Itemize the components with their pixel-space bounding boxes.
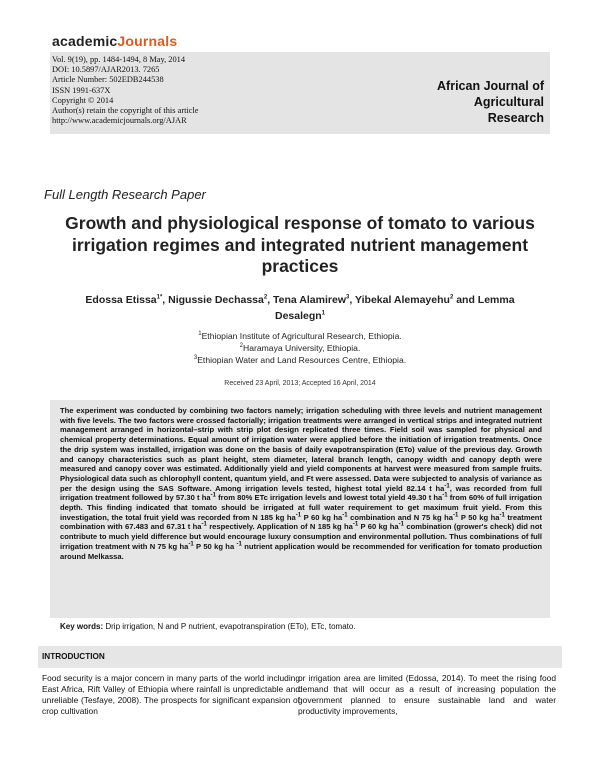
author-separator: , [349,294,355,306]
paper-title: Growth and physiological response of tomato to various irrigation regimes and integrated nutrient management practices [65,213,535,276]
meta-url[interactable]: http://www.academicjournals.org/AJAR [52,116,187,126]
affiliation [60,355,540,367]
author-sup: 2 [449,294,454,301]
introduction-heading-bar [38,646,562,668]
abstract-text: The experiment was conducted by combining two factors namely; irrigation scheduling with three levels and nutrient management with five levels. The two factors were crossed factorially; irrigation treatments were arranged in vertical strips and integrated nutrient management arranged in horizontal–strip with strip plot design replicated three times. Field soil was sampled for physical and chemical property determinations. Equal amount of irrigation water were applied before the initiation of irrigation treatments. Once the drip system was installed, irrigation was done on the basis of daily evapotranspiration (ETo) value of the previous day. Growth and canopy characteristics such as plant height, stem diameter, lateral branch length, canopy width and canopy depth were measured and canopy cover was estimated. Additionally yield and yield components at harvest were measured from sample fruits. Physiological data such as chlorophyll content, quantum yield, and Ft were assessed. Data were subjected to analysis of variance as per the design using the SAS Software. Among irrigation levels tested, highest total yield 82.14 t $ha^{-1}$, was recorded from full irrigation treatment followed by 57.30 t $ha^{-1}$ from 80% ETc irrigation levels and lowest total yield 49.30 t $ha^{-1}$ from 60% of full irrigation depth. This finding indicated that tomato should be irrigated at full water requirement to get maximum fruit yield. From this investigation, the total fruit yield was recorded from N 185 kg $ha^{-1}$ P 60 kg $ha^{-1}$ combination and N 75 kg $ha^{-1}$ P 50 kg $ha^{-1}$ treatment combination with 67.483 and 67.31 t $ha^{-1}$ respectively. Application of N 185 kg $ha^{-1}$ P 60 kg $ha^{-1}$ combination (grower's check) did not contribute to much yield difference but would encourage luxury consumption and environmental pollution. Thus combinations of full irrigation treatment with N 75 kg $ha^{-1}$ P 50 kg ha $^{-1}$ nutrient application would be recommended for verification for tomato production around Melkassa. [60,406,542,561]
logo-text-journals: Journals [117,33,178,49]
meta-copyright: Copyright © 2014 [52,95,114,105]
author-separator: , [267,294,274,306]
affiliation-text: Ethiopian Water and Land Resources Centre, Ethiopia. [197,354,407,365]
affiliation-list [60,331,540,366]
article-meta-box [50,52,550,134]
meta-rights: Author(s) retain the copyright of this article [52,106,199,116]
paper-type: Full Length Research Paper [44,187,206,202]
affiliation [60,331,540,343]
keywords-text: Drip irrigation, N and P nutrient, evapotranspiration (ETo), ETc, tomato. [103,622,356,631]
introduction-heading: INTRODUCTION [42,652,105,661]
meta-issn: ISSN 1991-637X [52,85,111,95]
article-meta [52,55,199,126]
journal-name-line-2: Research [487,111,544,125]
author-sup: 3 [346,294,350,301]
affiliation-sup: 2 [239,342,243,349]
affiliation-sup: 1 [198,331,202,338]
abstract-box [50,400,550,618]
journal-logo [52,33,177,49]
affiliation [60,343,540,355]
author-separator: and [453,294,478,306]
journal-name-line-1: African Journal of Agricultural [437,79,544,109]
meta-volume: Vol. 9(19), pp. 1484-1494, 8 May, 2014 [52,55,186,64]
body-column-left: Food security is a major concern in many parts of the world including East Africa, Rift Valley of Ethiopia where rainfall is unpredictable and unreliable (Tesfaye, 2008). The prospects for significant expansion of crop cultivation [42,673,300,716]
author-name: Tena Alamirew [273,294,346,306]
logo-text-academic: academic [52,33,118,49]
affiliation-sup: 3 [193,354,198,361]
author-sup: 1 [321,310,326,317]
author-sup: 1* [156,294,163,301]
author-list [60,292,540,324]
keywords-label: Key words: [60,622,104,631]
author-sup: 2 [263,294,268,301]
keywords [60,622,540,632]
affiliation-text: Haramaya University, Ethiopia. [243,342,361,353]
author-name: Edossa Etissa [85,294,157,306]
journal-name [364,78,544,126]
received-dates: Received 23 April, 2013; Accepted 16 April, 2014 [224,380,376,387]
author-separator: , [162,294,169,306]
affiliation-text: Ethiopian Institute of Agricultural Research, Ethiopia. [201,331,402,341]
body-column-right: or irrigation area are limited (Edossa, 2014). To meet the rising food demand that will occur as a result of increasing population the government planned to ensure sustainable land and water productivity improvements, [298,673,556,716]
meta-article-number: Article Number: 502EDB244538 [52,75,164,85]
author-name: Lemma Desalegn [274,294,515,322]
author-name: Yibekal Alemayehu [355,294,450,306]
meta-doi: DOI: 10.5897/AJAR2013. 7265 [52,65,160,75]
author-name: Nigussie Dechassa [168,294,264,306]
